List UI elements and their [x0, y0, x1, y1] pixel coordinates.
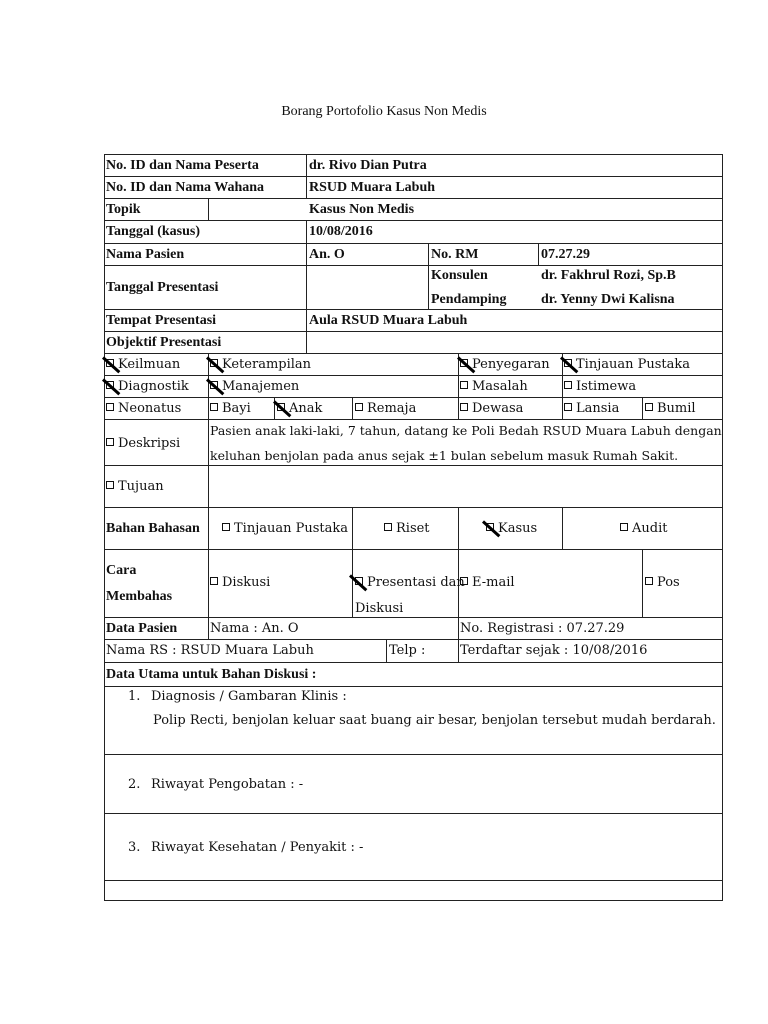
topik-label: Topik: [106, 202, 141, 217]
table-rule: [104, 419, 723, 420]
deskripsi-option[interactable]: [106, 436, 180, 452]
option-label: Kasus: [498, 521, 538, 536]
item-2-number: 2.: [128, 777, 141, 792]
table-rule: [104, 375, 723, 376]
cara-presentasi-line-2: Diskusi: [355, 601, 404, 616]
konsulen-value-1: dr. Fakhrul Rozi, Sp.B: [541, 268, 676, 283]
checkbox-icon: [460, 577, 468, 585]
option-label: Tujuan: [118, 479, 164, 494]
item-3-number: 3.: [128, 840, 141, 855]
bahan-tinjauan-pustaka[interactable]: [222, 521, 348, 537]
table-rule: [458, 507, 459, 618]
item-1-number: 1.: [128, 689, 141, 704]
table-rule: [104, 243, 723, 244]
option-label: Masalah: [472, 379, 528, 394]
table-rule: [208, 353, 209, 640]
option-bumil[interactable]: [645, 401, 696, 417]
cara-label-1: Cara: [106, 563, 137, 578]
topik-value: Kasus Non Medis: [309, 202, 415, 217]
cara-pos[interactable]: [645, 575, 680, 591]
table-rule: [104, 754, 723, 755]
option-masalah[interactable]: [460, 379, 528, 395]
option-dewasa[interactable]: [460, 401, 523, 417]
cara-email[interactable]: [460, 575, 515, 591]
checkbox-icon: [645, 577, 653, 585]
tanggal-label: Tanggal (kasus): [106, 224, 201, 239]
data-pasien-telp: Telp :: [389, 643, 426, 658]
option-lansia[interactable]: [564, 401, 619, 417]
table-rule: [104, 880, 723, 881]
option-tinjauan-pustaka[interactable]: [564, 357, 690, 373]
table-rule: [104, 686, 723, 687]
table-rule: [104, 353, 723, 354]
item-2-label: Riwayat Pengobatan : -: [151, 777, 304, 792]
table-rule: [104, 154, 105, 901]
table-rule: [306, 220, 307, 332]
tempat-label: Tempat Presentasi: [106, 313, 217, 328]
item-1-text: Polip Recti, benjolan keluar saat buang air besar, benjolan tersebut mudah berdarah.: [153, 713, 716, 728]
option-keterampilan[interactable]: [210, 357, 311, 373]
data-pasien-nama: Nama : An. O: [210, 621, 299, 636]
table-rule: [722, 154, 723, 901]
table-rule: [458, 617, 459, 663]
tempat-value: Aula RSUD Muara Labuh: [309, 313, 468, 328]
presentasi-label: Tanggal Presentasi: [106, 280, 219, 295]
option-label: Tinjauan Pustaka: [234, 521, 349, 536]
konsulen-label: Konsulen: [431, 268, 488, 283]
table-rule: [352, 507, 353, 618]
checkbox-icon: [564, 403, 572, 411]
bahan-audit[interactable]: [620, 521, 667, 537]
option-bayi[interactable]: [210, 401, 251, 417]
checkbox-icon: [355, 403, 363, 411]
data-pasien-label: Data Pasien: [106, 621, 178, 636]
table-rule: [104, 813, 723, 814]
option-label: Dewasa: [472, 401, 524, 416]
table-rule: [104, 198, 723, 199]
table-rule: [306, 331, 307, 354]
data-pasien-registrasi: No. Registrasi : 07.27.29: [460, 621, 625, 636]
document-title: Borang Portofolio Kasus Non Medis: [281, 104, 487, 119]
pendamping-label: Pendamping: [431, 292, 507, 307]
option-istimewa[interactable]: [564, 379, 636, 395]
option-label: Presentasi dan: [367, 575, 465, 590]
peserta-label: No. ID dan Nama Peserta: [106, 158, 259, 173]
option-label: E-mail: [472, 575, 515, 590]
option-label: Bumil: [657, 401, 696, 416]
option-label: Anak: [289, 401, 323, 416]
wahana-value: RSUD Muara Labuh: [309, 180, 436, 195]
option-remaja[interactable]: [355, 401, 416, 417]
pasien-value: An. O: [309, 247, 345, 262]
table-rule: [104, 662, 723, 663]
option-label: Pos: [657, 575, 680, 590]
wahana-label: No. ID dan Nama Wahana: [106, 180, 265, 195]
pasien-label: Nama Pasien: [106, 247, 185, 262]
table-rule: [642, 549, 643, 618]
table-rule: [104, 549, 723, 550]
option-neonatus[interactable]: [106, 401, 181, 417]
rm-label: No. RM: [431, 247, 479, 262]
checkbox-icon: [222, 523, 230, 531]
table-rule: [104, 900, 723, 901]
cara-presentasi[interactable]: [355, 575, 465, 591]
table-rule: [642, 397, 643, 420]
table-rule: [306, 154, 307, 199]
option-label: Riset: [396, 521, 430, 536]
table-rule: [208, 198, 209, 221]
table-rule: [104, 176, 723, 177]
diskusi-heading: Data Utama untuk Bahan Diskusi :: [106, 667, 317, 682]
table-rule: [104, 309, 723, 310]
table-rule: [562, 507, 563, 550]
table-rule: [104, 507, 723, 508]
option-label: Diagnostik: [118, 379, 189, 394]
table-rule: [562, 353, 563, 420]
option-label: Lansia: [576, 401, 620, 416]
checkbox-icon: [645, 403, 653, 411]
option-label: Bayi: [222, 401, 251, 416]
checkbox-icon: [460, 403, 468, 411]
deskripsi-line-1: Pasien anak laki-laki, 7 tahun, datang ke Poli Bedah RSUD Muara Labuh dengan: [210, 423, 722, 438]
checkbox-icon: [210, 577, 218, 585]
cara-label-2: Membahas: [106, 589, 173, 604]
table-rule: [104, 220, 723, 221]
tanggal-value: 10/08/2016: [309, 224, 373, 239]
checkbox-icon: [564, 381, 572, 389]
option-label: Istimewa: [576, 379, 637, 394]
option-label: Neonatus: [118, 401, 182, 416]
checkbox-icon: [460, 381, 468, 389]
option-label: Penyegaran: [472, 357, 550, 372]
checkbox-icon: [106, 481, 114, 489]
table-rule: [104, 617, 723, 618]
option-label: Keilmuan: [118, 357, 181, 372]
item-1-label: Diagnosis / Gambaran Klinis :: [151, 689, 347, 704]
table-rule: [104, 397, 723, 398]
deskripsi-line-2: keluhan benjolan pada anus sejak ±1 bulan sebelum masuk Rumah Sakit.: [210, 448, 679, 463]
table-rule: [458, 353, 459, 420]
checkbox-icon: [384, 523, 392, 531]
objektif-label: Objektif Presentasi: [106, 335, 222, 350]
bahan-label: Bahan Bahasan: [106, 521, 200, 536]
table-rule: [428, 243, 429, 310]
table-rule: [104, 639, 723, 640]
peserta-value: dr. Rivo Dian Putra: [309, 158, 427, 173]
checkbox-icon: [620, 523, 628, 531]
table-rule: [104, 154, 723, 155]
table-rule: [104, 465, 723, 466]
cara-diskusi[interactable]: [210, 575, 270, 591]
option-label: Keterampilan: [222, 357, 312, 372]
option-label: Audit: [632, 521, 668, 536]
table-rule: [352, 397, 353, 420]
option-label: Tinjauan Pustaka: [576, 357, 691, 372]
table-rule: [104, 265, 723, 266]
option-label: Diskusi: [222, 575, 271, 590]
table-rule: [104, 331, 723, 332]
rm-value: 07.27.29: [541, 247, 590, 262]
option-label: Deskripsi: [118, 436, 181, 451]
tujuan-option[interactable]: [106, 479, 164, 495]
checkbox-icon: [106, 403, 114, 411]
table-rule: [538, 243, 539, 266]
data-pasien-terdaftar: Terdaftar sejak : 10/08/2016: [460, 643, 648, 658]
table-rule: [386, 639, 387, 663]
konsulen-value-2: dr. Yenny Dwi Kalisna: [541, 292, 675, 307]
checkbox-icon: [210, 403, 218, 411]
checkbox-icon: [106, 438, 114, 446]
bahan-riset[interactable]: [384, 521, 430, 537]
option-label: Manajemen: [222, 379, 300, 394]
option-label: Remaja: [367, 401, 417, 416]
item-3-label: Riwayat Kesehatan / Penyakit : -: [151, 840, 364, 855]
data-pasien-nama-rs: Nama RS : RSUD Muara Labuh: [106, 643, 314, 658]
